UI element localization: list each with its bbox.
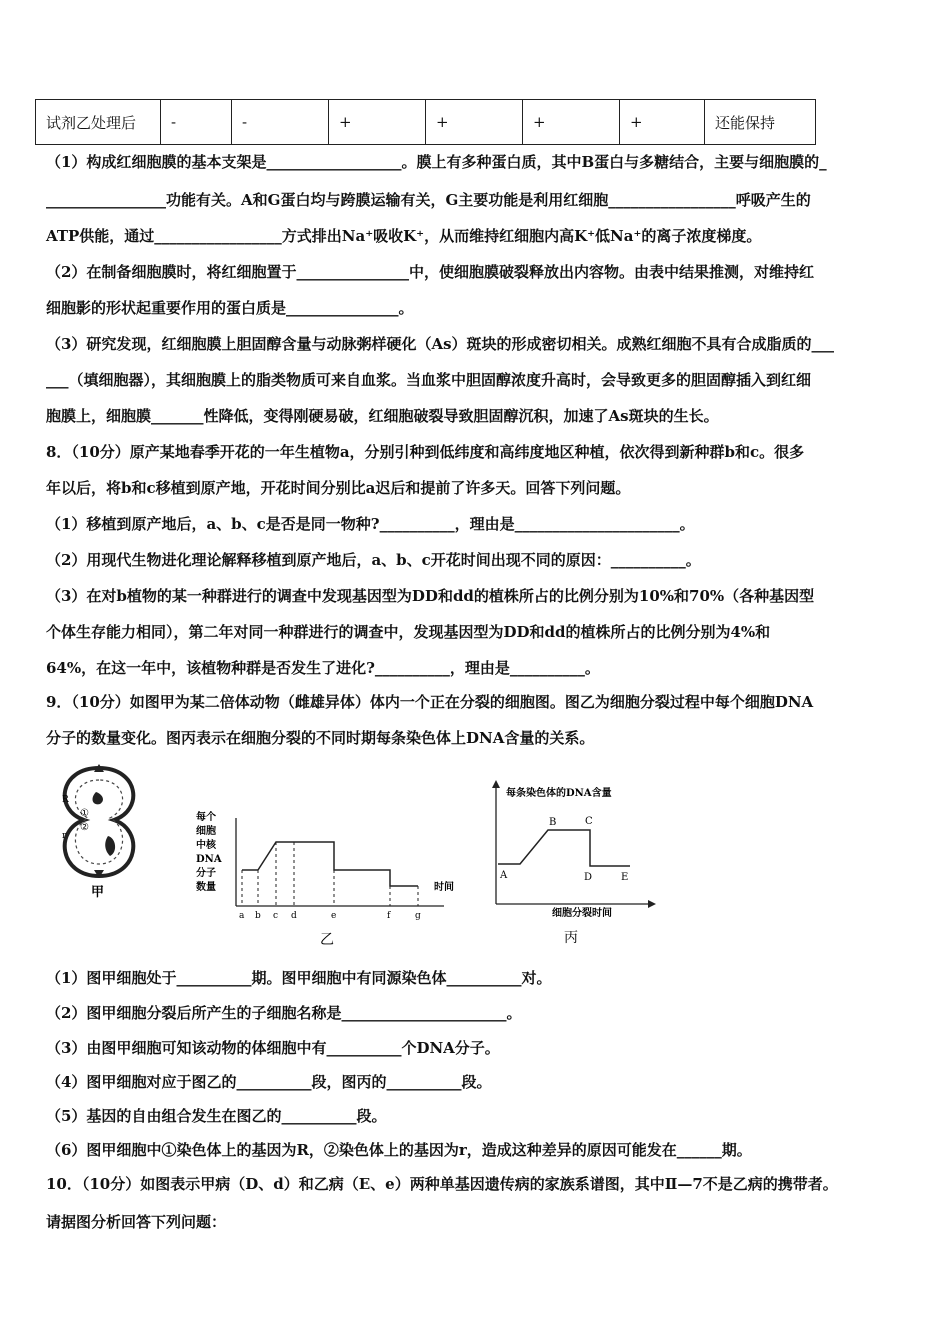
text-line: 请据图分析回答下列问题： — [46, 1213, 227, 1231]
bing-point: B — [549, 817, 557, 828]
text-line: ATP供能，通过_________________方式排出Na⁺吸收K⁺，从而维持红细胞内高K⁺低Na⁺的离子浓度梯度。 — [46, 227, 762, 245]
yi-tick: b — [255, 911, 261, 921]
bing-point: E — [621, 872, 629, 883]
result-table — [35, 99, 816, 145]
bing-title: 每条染色体的DNA含量 — [506, 788, 612, 799]
table-cell: + — [620, 100, 705, 145]
table-cell: 还能保持 — [705, 100, 816, 145]
question-9: 9．（10分）如图甲为某二倍体动物（雌雄异体）体内一个正在分裂的细胞图。图乙为细胞分裂过程中每个细胞DNA — [46, 693, 814, 711]
text-line: （2）在制备细胞膜时，将红细胞置于_______________中，使细胞膜破裂释放出内容物。由表中结果推测，对维持红 — [46, 263, 814, 281]
jia-mark: r — [62, 831, 67, 841]
text-line: （4）图甲细胞对应于图乙的__________段，图丙的__________段。 — [46, 1073, 492, 1091]
yi-tick: d — [291, 911, 297, 921]
chart-yi — [196, 810, 454, 948]
yi-label: 乙 — [320, 932, 334, 948]
bing-label: 丙 — [564, 930, 578, 946]
yi-ylabel: 每个 — [196, 812, 216, 823]
question-10: 10．（10分）如图表示甲病（D、d）和乙病（E、e）两种单基因遗传病的家族系谱图，其中Ⅱ—7不是乙病的携带者。 — [46, 1175, 838, 1193]
bing-point: D — [584, 872, 593, 883]
figure-panel — [44, 758, 660, 948]
text-line: 胞膜上，细胞膜_______性降低，变得刚硬易破，红细胞破裂导致胆固醇沉积，加速了As斑块的生长。 — [46, 407, 719, 425]
bing-point: C — [585, 816, 593, 827]
text-line: 个体生存能力相同），第二年对同一种群进行的调查中，发现基因型为DD和dd的植株所占的比例分别为4%和 — [46, 623, 771, 641]
text-line: （3）在对b植物的某一种群进行的调查中发现基因型为DD和dd的植株所占的比例分别为10%和70%（各种基因型 — [46, 587, 815, 605]
text-line: ___（填细胞器），其细胞膜上的脂类物质可来自血浆。当血浆中胆固醇浓度升高时，会导致更多的胆固醇插入到红细 — [46, 371, 812, 389]
yi-tick: e — [331, 911, 337, 921]
yi-ylabel: 中核 — [196, 840, 216, 851]
text-line: （3）研究发现，红细胞膜上胆固醇含量与动脉粥样硬化（As）斑块的形成密切相关。成熟红细胞不具有合成脂质的___ — [46, 335, 835, 353]
jia-label: 甲 — [91, 885, 105, 900]
yi-ylabel: 分子 — [196, 868, 216, 879]
text-line: （3）由图甲细胞可知该动物的体细胞中有__________个DNA分子。 — [46, 1039, 500, 1057]
text-line: （1）图甲细胞处于__________期。图甲细胞中有同源染色体__________对。 — [46, 969, 552, 987]
yi-tick: g — [415, 911, 421, 921]
row-label: 试剂乙处理后 — [36, 100, 161, 145]
question-8: 8．（10分）原产某地春季开花的一年生植物a，分别引种到低纬度和高纬度地区种植，依次得到新种群b和c。很多 — [46, 443, 805, 461]
text-line: （1）移植到原产地后，a、b、c是否是同一物种?__________，理由是______________________。 — [46, 515, 695, 533]
yi-ylabel: 数量 — [196, 882, 216, 893]
table-cell: - — [232, 100, 329, 145]
text-line: ________________功能有关。A和G蛋白均与跨膜运输有关，G主要功能是利用红细胞_________________呼吸产生的 — [46, 191, 811, 209]
text-line: （2）图甲细胞分裂后所产生的子细胞名称是______________________。 — [46, 1004, 522, 1022]
text-line: 年以后，将b和c移植到原产地，开花时间分别比a迟后和提前了许多天。回答下列问题。 — [46, 479, 631, 497]
table-cell: + — [426, 100, 523, 145]
jia-mark: ② — [80, 822, 89, 833]
jia-mark: R — [62, 795, 69, 805]
yi-ylabel: DNA — [196, 854, 222, 865]
table-cell: + — [329, 100, 426, 145]
bing-point: A — [500, 870, 508, 881]
yi-tick: a — [239, 911, 245, 921]
cell-diagram-jia — [62, 764, 133, 900]
table-cell: - — [161, 100, 232, 145]
bing-xlabel: 细胞分裂时间 — [552, 908, 612, 919]
table-row — [36, 100, 816, 145]
text-line: （5）基因的自由组合发生在图乙的__________段。 — [46, 1107, 387, 1125]
text-line: （6）图甲细胞中①染色体上的基因为R，②染色体上的基因为r，造成这种差异的原因可能发在______期。 — [46, 1141, 752, 1159]
jia-mark: ① — [80, 808, 89, 819]
yi-tick: c — [273, 911, 279, 921]
text-line: （2）用现代生物进化理论解释移植到原产地后，a、b、c开花时间出现不同的原因：__________。 — [46, 551, 701, 569]
text-line: （1）构成红细胞膜的基本支架是__________________。膜上有多种蛋白质，其中B蛋白与多糖结合，主要与细胞膜的_ — [46, 153, 827, 171]
yi-xlabel: 时间 — [434, 882, 454, 893]
table-cell: + — [523, 100, 620, 145]
text-line: 分子的数量变化。图丙表示在细胞分裂的不同时期每条染色体上DNA含量的关系。 — [46, 729, 595, 747]
text-line: 细胞影的形状起重要作用的蛋白质是_______________。 — [46, 299, 414, 317]
text-line: 64%，在这一年中，该植物种群是否发生了进化?__________，理由是__________。 — [46, 659, 600, 677]
chart-bing — [492, 780, 656, 946]
yi-ylabel: 细胞 — [196, 826, 216, 837]
yi-tick: f — [387, 911, 391, 921]
